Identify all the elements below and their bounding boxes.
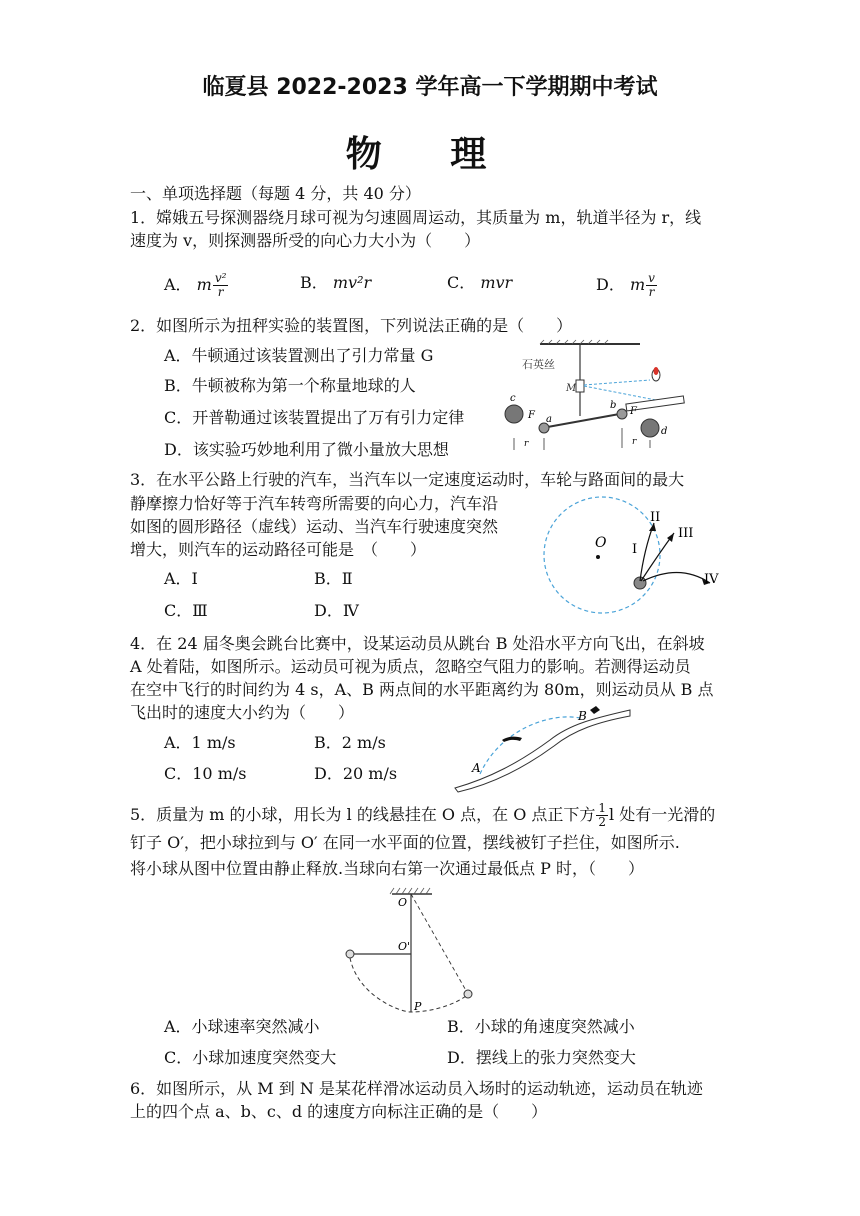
path-iii-label: III [678, 526, 694, 541]
q1-option-c[interactable]: C． mvr [447, 273, 513, 292]
svg-text:c: c [510, 393, 516, 404]
pivot-o-label: O [398, 896, 408, 909]
svg-text:r: r [632, 437, 637, 447]
lowest-point-p-label: P [414, 1000, 422, 1013]
q3-line1: 3．在水平公路上行驶的汽车，当汽车以一定速度运动时，车轮与路面间的最大 [130, 470, 685, 489]
pendulum-figure [330, 886, 490, 1018]
q1-d-expr: m $\frac{v}{r}$ [629, 271, 655, 299]
q5-option-a[interactable]: A．小球速率突然减小 [164, 1017, 320, 1036]
q2-option-b[interactable]: B．牛顿被称为第一个称量地球的人 [164, 376, 416, 395]
q3-option-c[interactable]: C．Ⅲ [164, 601, 208, 620]
svg-text:d: d [661, 426, 668, 437]
q6-line1: 6．如图所示，从 M 到 N 是某花样滑冰运动员入场时的运动轨迹，运动员在轨迹 [130, 1079, 703, 1098]
path-ii-label: II [650, 510, 661, 525]
q1-line2: 速度为 v，则探测器所受的向心力大小为（ ） [130, 231, 481, 250]
q5-line2: 钉子 O′，把小球拉到与 O′ 在同一水平面的位置，摆线被钉子拦住，如图所示. [130, 833, 680, 852]
q2-option-d[interactable]: D．该实验巧妙地利用了微小量放大思想 [164, 440, 449, 459]
q1-option-b[interactable]: B． mv²r [300, 273, 372, 292]
q5-line3: 将小球从图中位置由静止释放.当球向右第一次通过最低点 P 时，（ ） [130, 859, 645, 878]
quartz-fiber-label: 石英丝 [522, 358, 555, 371]
svg-text:b: b [610, 400, 617, 411]
svg-text:M: M [566, 383, 577, 394]
q3-option-b[interactable]: B．Ⅱ [314, 569, 353, 588]
q5-half-fraction: $\frac{1}{2}$ [598, 801, 607, 829]
svg-text:a: a [546, 414, 552, 425]
q4-option-d[interactable]: D．20 m/s [314, 764, 398, 783]
q5-option-c[interactable]: C．小球加速度突然变大 [164, 1048, 337, 1067]
q1-b-expr: mv²r [332, 273, 372, 292]
q2-option-c[interactable]: C．开普勒通过该装置提出了万有引力定律 [164, 408, 465, 427]
q1-a-expr: m $\frac{\text{v²}}{r}$ [196, 271, 227, 299]
svg-text:F: F [528, 410, 535, 421]
q4-line3: 在空中飞行的时间约为 4 s，A、B 两点间的水平距离约为 80m，则运动员从 B 点 [130, 680, 714, 699]
q6-line2: 上的四个点 a、b、c、d 的速度方向标注正确的是（ ） [130, 1102, 548, 1121]
path-i-label: I [632, 542, 638, 557]
center-o-label: O [595, 535, 607, 551]
point-a-label: A [472, 761, 481, 775]
car-path-figure [540, 495, 740, 620]
q1-option-d[interactable]: D． m $\frac{v}{r}$ [596, 272, 658, 299]
q4-line4: 飞出时的速度大小约为（ ） [130, 703, 355, 722]
q3-option-a[interactable]: A．Ⅰ [164, 569, 198, 588]
q4-line1: 4．在 24 届冬奥会跳台比赛中，设某运动员从跳台 B 处沿水平方向飞出，在斜坡 [130, 634, 705, 653]
q4-option-a[interactable]: A．1 m/s [164, 733, 236, 752]
q3-line3: 如图的圆形路径（虚线）运动、当汽车行驶速度突然 [130, 517, 499, 536]
q4-line2: A 处着陆，如图所示。运动员可视为质点，忽略空气阻力的影响。若测得运动员 [130, 657, 691, 676]
q2-option-a[interactable]: A．牛顿通过该装置测出了引力常量 G [164, 346, 434, 365]
exam-title: 临夏县 2022-2023 学年高一下学期期中考试 [202, 75, 658, 100]
q5-line1: 5．质量为 m 的小球，用长为 l 的线悬挂在 O 点，在 O 点正下方 $\frac{1}{2}$ l 处有一光滑的 [130, 801, 716, 829]
q1-option-a[interactable]: A． m $\frac{\text{v²}}{r}$ [164, 272, 229, 299]
q3-line2: 静摩擦力恰好等于汽车转弯所需要的向心力，汽车沿 [130, 494, 499, 513]
ski-jump-figure [450, 700, 635, 795]
q3-line4: 增大，则汽车的运动路径可能是 （ ） [130, 540, 427, 559]
q1-line1: 1．嫦娥五号探测器绕月球可视为匀速圆周运动，其质量为 m，轨道半径为 r，线 [130, 208, 702, 227]
svg-text:r: r [524, 439, 529, 449]
q1-c-expr: mvr [480, 273, 513, 292]
q4-option-b[interactable]: B．2 m/s [314, 733, 386, 752]
nail-o-prime-label: O' [398, 940, 411, 953]
path-iv-label: IV [704, 572, 719, 587]
q4-option-c[interactable]: C．10 m/s [164, 764, 247, 783]
svg-text:F: F [630, 406, 637, 417]
subject-title: 物 理 [345, 134, 515, 175]
q5-option-d[interactable]: D．摆线上的张力突然变大 [447, 1048, 636, 1067]
point-b-label: B [578, 709, 587, 723]
torsion-balance-figure [500, 338, 700, 460]
q3-option-d[interactable]: D．Ⅳ [314, 601, 359, 620]
section-heading: 一、单项选择题（每题 4 分，共 40 分） [130, 184, 421, 203]
q2-stem: 2．如图所示为扭秤实验的装置图，下列说法正确的是（ ） [130, 316, 573, 335]
q5-option-b[interactable]: B．小球的角速度突然减小 [447, 1017, 635, 1036]
